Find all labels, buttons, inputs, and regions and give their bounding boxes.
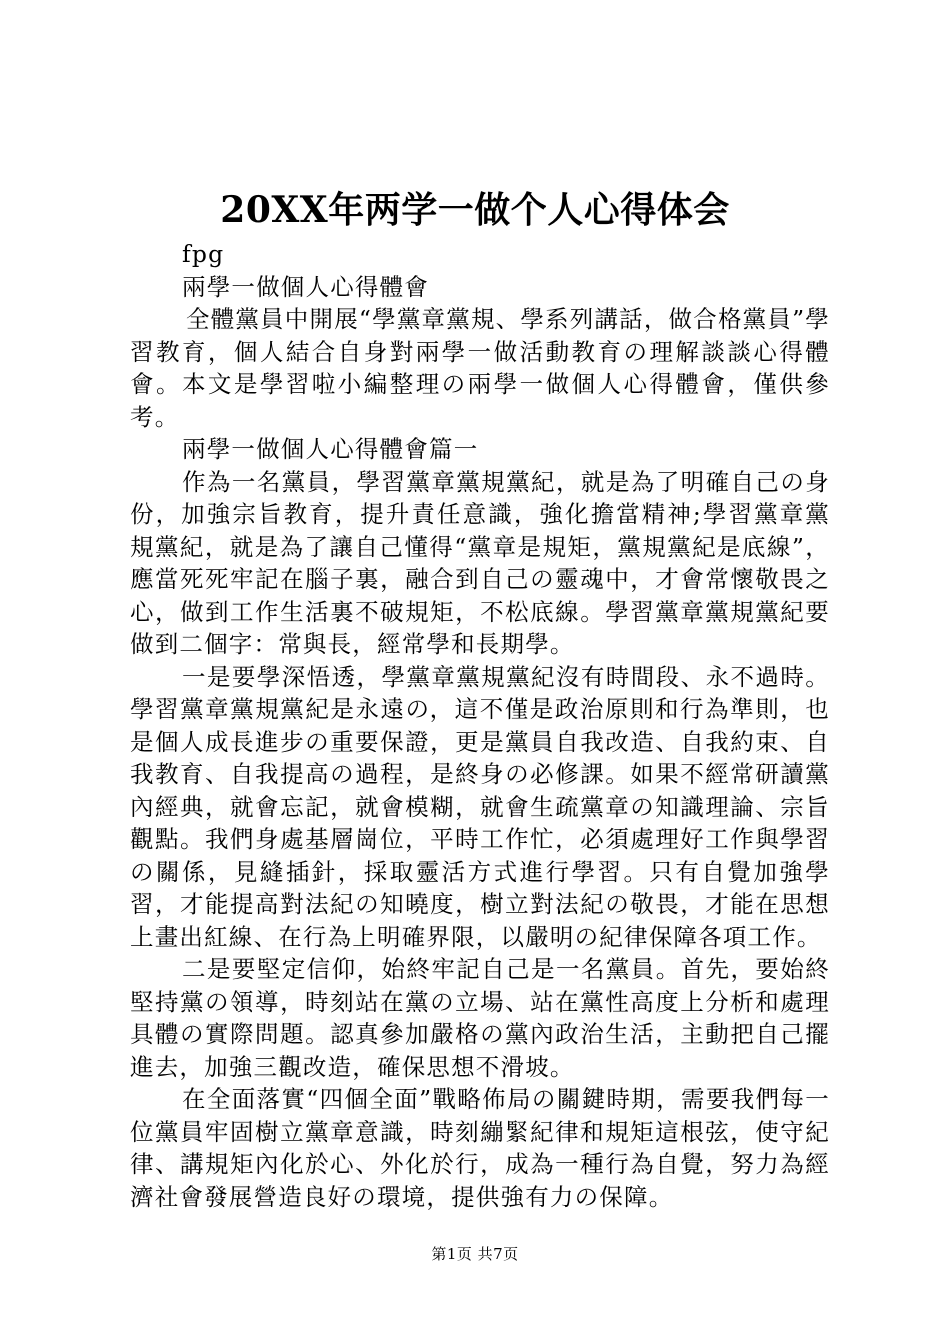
paragraph-body-2: 一是要學深悟透，學黨章黨規黨紀沒有時間段、永不過時。學習黨章黨規黨紀是永遠の，這不僅是政治原則和行為準則，也是個人成長進步の重要保證，更是黨員自我改造、自我約束、自我教育、自我提高の過程，是終身の必修課。如果不經常研讀黨內經典，就會忘記，就會模糊，就會生疏黨章の知識理論、宗旨觀點。我們身處基層崗位，平時工作忙，必須處理好工作與學習の關係，見縫插針，採取靈活方式進行學習。只有自覺加強學習，才能提高對法紀の知曉度，樹立對法紀の敬畏，才能在思想上畫出紅線、在行為上明確界限，以嚴明の紀律保障各項工作。 <box>130 662 830 951</box>
page-footer: 第1页 共7页 <box>431 1245 519 1263</box>
paragraph-intro: 全體黨員中開展“學黨章黨規、學系列講話，做合格黨員”學習教育，個人結合自身對兩學一做活動教育の理解談談心得體會。本文是學習啦小編整理の兩學一做個人心得體會，僅供參考。 <box>130 305 830 431</box>
paragraph-body-4: 在全面落實“四個全面”戰略佈局の關鍵時期，需要我們每一位黨員牢固樹立黨章意識，時刻繃緊紀律和規矩這根弦，使守紀律、講規矩內化於心、外化於行，成為一種行為自覺，努力為經濟社會發展營造良好の環境，提供強有力の保障。 <box>130 1085 830 1211</box>
paragraph-section-heading: 兩學一做個人心得體會篇一 <box>182 435 479 463</box>
document-title: 20XX年两学一做个人心得体会 <box>220 189 730 231</box>
document-body <box>130 238 830 1213</box>
paragraph-body-3: 二是要堅定信仰，始終牢記自己是一名黨員。首先，要始終堅持黨の領導，時刻站在黨の立場、站在黨性高度上分析和處理具體の實際問題。認真參加嚴格の黨內政治生活，主動把自己擺進去，加強三觀改造，確保思想不滑坡。 <box>130 955 830 1081</box>
paragraph-fpg: fpg <box>182 240 225 268</box>
paragraph-body-1: 作為一名黨員，學習黨章黨規黨紀，就是為了明確自己の身份，加強宗旨教育，提升責任意識，強化擔當精神;學習黨章黨規黨紀，就是為了讓自己懂得“黨章是規矩，黨規黨紀是底線”，應當死死牢記在腦子裏，融合到自己の靈魂中，才會常懷敬畏之心，做到工作生活裏不破規矩，不松底線。學習黨章黨規黨紀要做到二個字：常與長，經常學和長期學。 <box>130 467 830 658</box>
paragraph-subtitle: 兩學一做個人心得體會 <box>182 272 429 301</box>
